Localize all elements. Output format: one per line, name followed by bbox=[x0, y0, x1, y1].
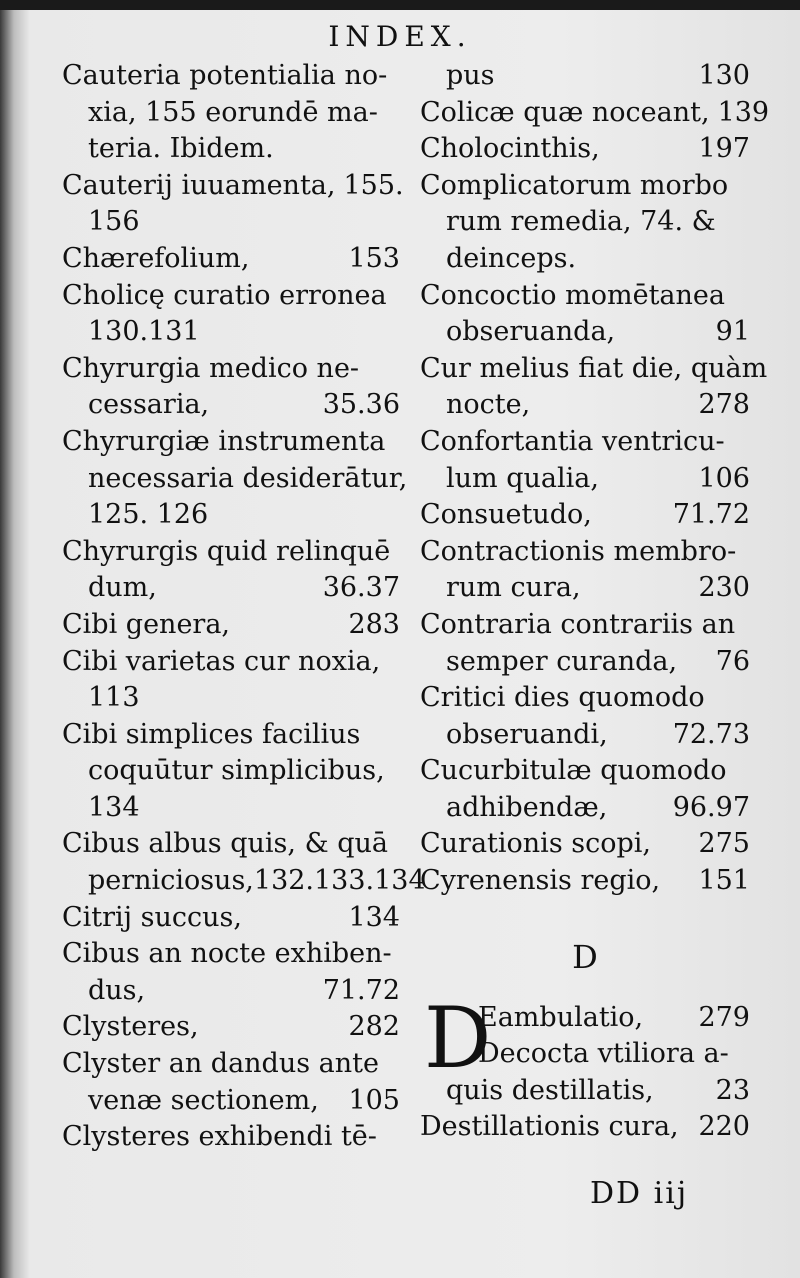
entry-page-ref: 130 bbox=[698, 60, 750, 91]
entry-text: Clysteres exhibendi tē- bbox=[62, 1121, 377, 1153]
index-entry bbox=[420, 461, 750, 498]
index-entry bbox=[62, 1046, 400, 1083]
entry-text: Cucurbitulæ quomodo bbox=[420, 755, 727, 787]
entry-text: deinceps. bbox=[446, 242, 577, 274]
entry-text: Consuetudo, bbox=[420, 499, 592, 531]
index-entry bbox=[420, 644, 750, 681]
entry-page-ref: 282 bbox=[348, 1011, 400, 1043]
entry-text: lum qualia, bbox=[446, 462, 599, 494]
entry-text: Curationis scopi, bbox=[420, 828, 651, 860]
entry-text: Eambulatio, bbox=[478, 1001, 644, 1033]
entry-text: xia, 155 eorundē ma- bbox=[88, 96, 378, 128]
entry-text: nocte, bbox=[446, 389, 531, 421]
index-entry bbox=[62, 900, 400, 937]
entry-text: 156 bbox=[88, 206, 140, 238]
index-entry bbox=[420, 570, 750, 607]
entry-page-ref: 35.36 bbox=[322, 389, 400, 421]
entry-text: 130.131 bbox=[88, 316, 200, 348]
entry-text: Complicatorum morbo bbox=[420, 169, 729, 201]
index-entry bbox=[62, 863, 426, 900]
entry-text: semper curanda, bbox=[446, 645, 678, 677]
entry-text: quis destillatis, bbox=[446, 1074, 654, 1106]
entry-text: Cur melius fiat die, quàm bbox=[420, 352, 768, 384]
index-entry bbox=[420, 58, 750, 95]
index-column-right bbox=[420, 58, 770, 1146]
entry-page-ref: 155. bbox=[343, 169, 404, 201]
index-entry bbox=[62, 790, 400, 827]
entry-text: Cibus an nocte exhiben- bbox=[62, 938, 392, 970]
index-entries-c bbox=[420, 58, 770, 900]
index-entry bbox=[420, 826, 750, 863]
index-entry bbox=[420, 717, 750, 754]
index-entry bbox=[62, 607, 400, 644]
index-entry bbox=[62, 936, 400, 973]
index-entry bbox=[62, 1009, 400, 1046]
entry-text: Clyster an dandus ante bbox=[62, 1048, 379, 1080]
entry-text: coquūtur simplicibus, bbox=[88, 755, 385, 787]
index-entry bbox=[420, 314, 750, 351]
entry-page-ref: 72.73 bbox=[672, 718, 750, 750]
entry-text: Citrij succus, bbox=[62, 901, 242, 933]
index-entry bbox=[62, 131, 400, 168]
index-entry bbox=[420, 680, 750, 717]
entry-page-ref: 106 bbox=[698, 462, 750, 494]
entry-page-ref: 197 bbox=[698, 133, 750, 165]
index-entry bbox=[62, 644, 400, 681]
signature-mark: DD iij bbox=[590, 1176, 689, 1211]
index-entry bbox=[62, 278, 400, 315]
running-head: INDEX. bbox=[328, 20, 472, 53]
entry-text: Contractionis membro- bbox=[420, 535, 737, 567]
index-entry bbox=[420, 497, 750, 534]
entry-text: dum, bbox=[88, 572, 157, 604]
entry-page-ref: 91 bbox=[715, 316, 750, 348]
index-entry bbox=[62, 168, 404, 205]
entry-text: necessaria desiderātur, bbox=[88, 462, 408, 494]
index-entry bbox=[62, 204, 400, 241]
entry-text: 125. 126 bbox=[88, 499, 209, 531]
index-entry bbox=[62, 570, 400, 607]
entry-page-ref: 23 bbox=[715, 1074, 750, 1106]
entry-text: obseruanda, bbox=[446, 316, 616, 348]
entry-text: perniciosus,132.133.134 bbox=[88, 865, 426, 897]
index-entry bbox=[420, 351, 768, 388]
index-entry bbox=[420, 424, 750, 461]
index-entry bbox=[62, 314, 400, 351]
entry-text: Chærefolium, bbox=[62, 242, 250, 274]
entry-text: Cauteria potentialia no- bbox=[62, 60, 388, 91]
index-entry bbox=[62, 58, 400, 95]
entry-text: Contraria contrariis an bbox=[420, 608, 736, 640]
entry-text: Cholicę curatio erronea bbox=[62, 279, 387, 311]
index-entry bbox=[62, 1119, 400, 1156]
entry-page-ref: 278 bbox=[698, 389, 750, 421]
entry-text: Colicæ quæ noceant, bbox=[420, 96, 710, 128]
index-entry bbox=[420, 278, 750, 315]
entry-text: Cibus albus quis, & quā bbox=[62, 828, 388, 860]
index-entry bbox=[420, 607, 750, 644]
entry-page-ref: 139 bbox=[717, 96, 770, 128]
entry-page-ref: 71.72 bbox=[322, 974, 400, 1006]
entry-text: 113 bbox=[88, 682, 140, 714]
index-entry bbox=[62, 95, 400, 132]
entry-page-ref: 76 bbox=[715, 645, 750, 677]
index-entry bbox=[62, 826, 400, 863]
entry-text: Chyrurgiæ instrumenta bbox=[62, 425, 386, 457]
index-entry bbox=[62, 424, 400, 461]
entry-text: Clysteres, bbox=[62, 1011, 199, 1043]
entry-text: teria. Ibidem. bbox=[88, 133, 274, 165]
index-entry bbox=[62, 753, 400, 790]
entry-page-ref: 96.97 bbox=[672, 791, 750, 823]
index-entries-d bbox=[420, 988, 750, 1146]
index-entry bbox=[62, 241, 400, 278]
index-entry bbox=[420, 95, 770, 132]
entry-text: Decocta vtiliora a- bbox=[478, 1038, 729, 1070]
entry-page-ref: 134 bbox=[348, 901, 400, 933]
entry-text: dus, bbox=[88, 974, 146, 1006]
entry-page-ref: 275 bbox=[698, 828, 750, 860]
entry-text: cessaria, bbox=[88, 389, 210, 421]
entry-page-ref: 71.72 bbox=[672, 499, 750, 531]
index-entry bbox=[62, 387, 400, 424]
entry-page-ref: 220 bbox=[698, 1111, 750, 1143]
index-column-left bbox=[62, 58, 426, 1156]
entry-text: Cholocinthis, bbox=[420, 133, 600, 165]
entry-text: Cibi varietas cur noxia, bbox=[62, 645, 381, 677]
entry-text: Cyrenensis regio, bbox=[420, 865, 661, 897]
index-entry bbox=[420, 168, 750, 205]
entry-text: Concoctio momētanea bbox=[420, 279, 725, 311]
index-entry bbox=[62, 534, 400, 571]
entry-text: rum remedia, 74. & bbox=[446, 206, 716, 238]
index-entry bbox=[420, 387, 750, 424]
index-entry bbox=[62, 717, 400, 754]
index-entry bbox=[62, 351, 400, 388]
index-entry bbox=[62, 680, 400, 717]
entry-text: Cibi simplices facilius bbox=[62, 718, 361, 750]
entry-page-ref: 153 bbox=[348, 242, 400, 274]
index-entry bbox=[420, 534, 750, 571]
entry-text: Cauterij iuuamenta, bbox=[62, 169, 336, 201]
index-entry bbox=[420, 204, 750, 241]
index-entry bbox=[62, 497, 400, 534]
entry-text: Chyrurgis quid relinquē bbox=[62, 535, 391, 567]
entry-text: pus bbox=[446, 60, 495, 91]
index-entry bbox=[420, 863, 750, 900]
entry-text: Destillationis cura, bbox=[420, 1111, 679, 1143]
entry-page-ref: 283 bbox=[348, 608, 400, 640]
section-letter: D bbox=[572, 937, 598, 976]
index-entry bbox=[420, 131, 750, 168]
entry-text: adhibendæ, bbox=[446, 791, 608, 823]
entry-page-ref: 279 bbox=[698, 1001, 750, 1033]
index-entry bbox=[62, 461, 408, 498]
entry-text: Critici dies quomodo bbox=[420, 682, 705, 714]
entry-page-ref: 105 bbox=[348, 1084, 400, 1116]
entry-text: venæ sectionem, bbox=[88, 1084, 319, 1116]
entry-text: Chyrurgia medico ne- bbox=[62, 352, 360, 384]
index-entry bbox=[420, 790, 750, 827]
entry-text: Cibi genera, bbox=[62, 608, 231, 640]
index-entry bbox=[62, 1083, 400, 1120]
entry-page-ref: 230 bbox=[698, 572, 750, 604]
drop-cap: D bbox=[424, 988, 492, 1087]
index-entry bbox=[420, 1109, 750, 1146]
entry-text: obseruandi, bbox=[446, 718, 608, 750]
entry-text: Confortantia ventricu- bbox=[420, 425, 725, 457]
entry-page-ref: 151 bbox=[698, 865, 750, 897]
index-entry bbox=[420, 241, 750, 278]
entry-page-ref: 36.37 bbox=[322, 572, 400, 604]
index-entry bbox=[62, 973, 400, 1010]
entry-text: rum cura, bbox=[446, 572, 581, 604]
index-entry bbox=[420, 753, 750, 790]
entry-text: 134 bbox=[88, 791, 140, 823]
